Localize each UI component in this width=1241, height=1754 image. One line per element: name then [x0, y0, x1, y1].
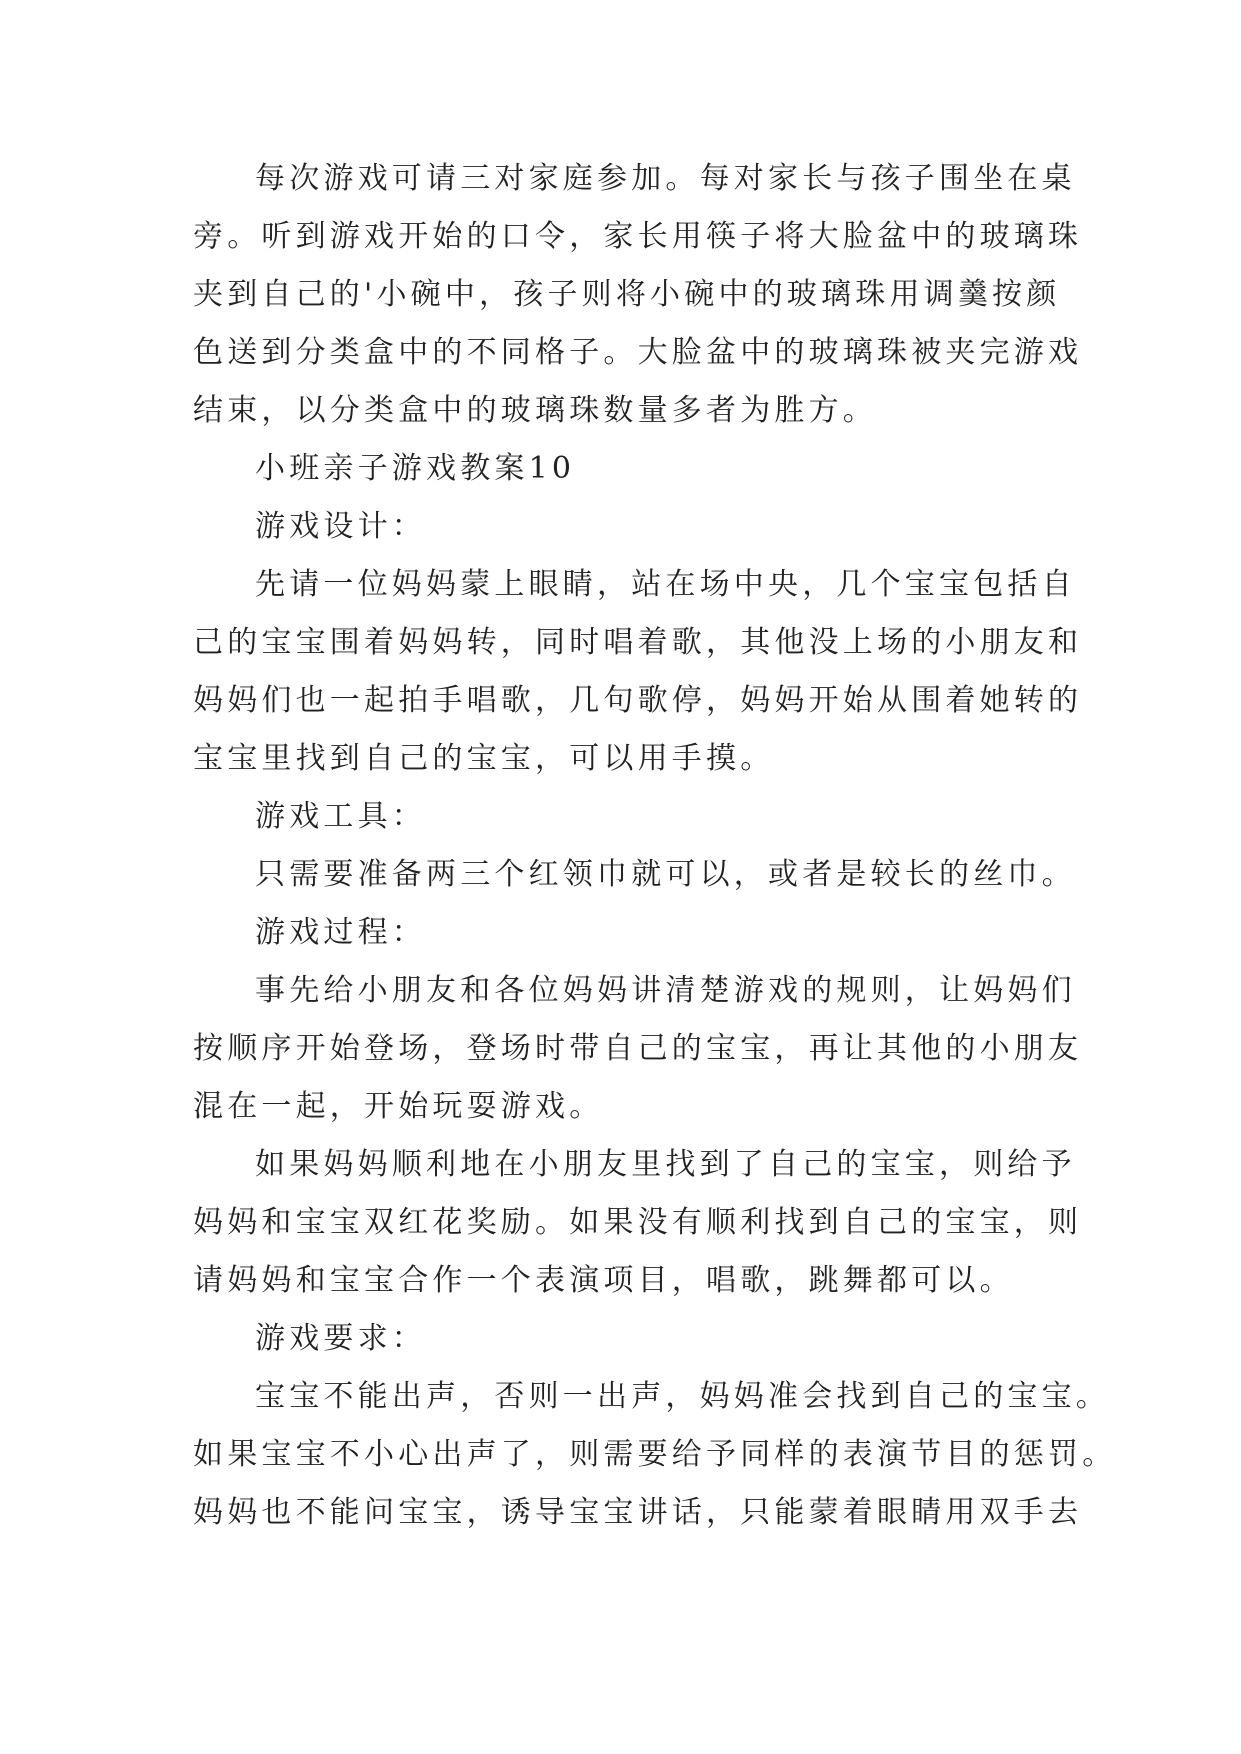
text-line: 宝宝不能出声，否则一出声，妈妈准会找到自己的宝宝。: [255, 1379, 1110, 1414]
paragraph-game-requirements: [193, 1368, 1117, 1542]
text-line: 游戏过程：: [255, 915, 426, 950]
text-line: 妈妈们也一起拍手唱歌，几句歌停，妈妈开始从围着她转的: [193, 683, 1083, 718]
lesson-plan-title: 小班亲子游戏教案10: [255, 451, 576, 486]
text-line: 先请一位妈妈蒙上眼睛，站在场中央，几个宝宝包括自: [255, 567, 1076, 602]
text-line: 结束，以分类盒中的玻璃珠数量多者为胜方。: [193, 393, 877, 428]
text-line: 如果宝宝不小心出声了，则需要给予同样的表演节目的惩罚。: [193, 1437, 1117, 1472]
paragraph-rewards: [193, 1136, 1093, 1310]
text-line: 游戏工具：: [255, 799, 426, 834]
text-line: 宝宝里找到自己的宝宝，可以用手摸。: [193, 741, 775, 776]
subheading-game-process: [193, 904, 1093, 962]
text-line: 如果妈妈顺利地在小朋友里找到了自己的宝宝，则给予: [255, 1147, 1076, 1182]
paragraph-game-design: [193, 556, 1093, 788]
text-line: 游戏设计：: [255, 509, 426, 544]
text-line: 己的宝宝围着妈妈转，同时唱着歌，其他没上场的小朋友和: [193, 625, 1083, 660]
subheading-game-requirements: [193, 1310, 1093, 1368]
text-line: 请妈妈和宝宝合作一个表演项目，唱歌，跳舞都可以。: [193, 1263, 1014, 1298]
subheading-game-design: [193, 498, 1093, 556]
text-line: 混在一起，开始玩耍游戏。: [193, 1089, 604, 1124]
paragraph-game-process: [193, 962, 1093, 1136]
text-line: 事先给小朋友和各位妈妈讲清楚游戏的规则，让妈妈们: [255, 973, 1076, 1008]
text-line: 妈妈和宝宝双红花奖励。如果没有顺利找到自己的宝宝，则: [193, 1205, 1083, 1240]
text-line: 色送到分类盒中的不同格子。大脸盆中的玻璃珠被夹完游戏: [193, 335, 1083, 370]
text-line: 每次游戏可请三对家庭参加。每对家长与孩子围坐在桌: [255, 161, 1076, 196]
text-line: 游戏要求：: [255, 1321, 426, 1356]
text-line: 夹到自己的'小碗中，孩子则将小碗中的玻璃珠用调羹按颜: [193, 277, 1061, 312]
paragraph-game-tools: [193, 846, 1093, 904]
section-heading: [193, 440, 1093, 498]
text-line: 旁。听到游戏开始的口令，家长用筷子将大脸盆中的玻璃珠: [193, 219, 1083, 254]
text-line: 妈妈也不能问宝宝，诱导宝宝讲话，只能蒙着眼睛用双手去: [193, 1495, 1083, 1530]
text-line: 只需要准备两三个红领巾就可以，或者是较长的丝巾。: [255, 857, 1076, 892]
text-line: 按顺序开始登场，登场时带自己的宝宝，再让其他的小朋友: [193, 1031, 1083, 1066]
paragraph-family-game-rules: [193, 150, 1093, 440]
document-body: [193, 150, 1117, 1542]
subheading-game-tools: [193, 788, 1093, 846]
